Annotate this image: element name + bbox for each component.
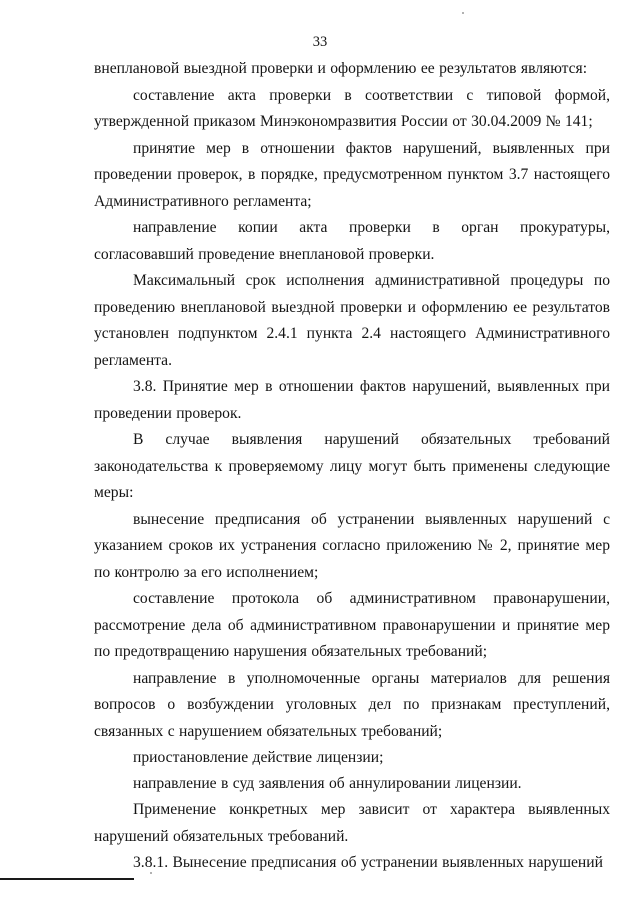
section-heading-3-8: 3.8. Принятие мер в отношении фактов нарушений, выявленных при проведении проверок. [94,378,610,422]
paragraph-measures-depend: Применение конкретных мер зависит от характера выявленных нарушений обязательных требований. [94,801,610,845]
footer-rule [0,878,134,880]
paragraph-continuation: внеплановой выездной проверки и оформлению ее результатов являются: [94,60,588,77]
list-item-protocol: составление протокола об административном правонарушении, рассмотрение дела об административном правонарушении и принятие мер по предотвращению нарушения обязательных требований; [94,590,610,660]
scan-speck [150,872,152,874]
list-item-license-suspension: приостановление действие лицензии; [133,749,384,766]
page-body [94,56,610,877]
list-item-materials-referral: направление в уполномоченные органы материалов для решения вопросов о возбуждении уголовных дел по признакам преступлений, связанных с нарушением обязательных требований; [94,669,610,740]
list-item-license-annulment: направление в суд заявления об аннулировании лицензии. [133,774,522,792]
paragraph-act-drafting: составление акта проверки в соответствии с типовой формой, утвержденной приказом Минэкономразвития России от 30.04.2009 № 141; [94,86,610,130]
paragraph-possible-measures: В случае выявления нарушений обязательных требований законодательства к проверяемому лицу могут быть применены следующие меры: [94,431,610,501]
scan-speck [462,12,464,14]
paragraph-copy-to-prosecutor: направление копии акта проверки в орган прокуратуры, согласовавший проведение внеплановой проверки. [94,219,610,263]
paragraph-max-term: Максимальный срок исполнения административной процедуры по проведению внеплановой выездной проверки и оформлению ее результатов установлен подпунктом 2.4.1 пункта 2.4 настоящего Административного регламента. [94,272,610,369]
list-item-prescription: вынесение предписания об устранении выявленных нарушений с указанием сроков их устранения согласно приложению № 2, принятие мер по контролю за его исполнением; [94,510,610,581]
paragraph-measures-taken: принятие мер в отношении фактов нарушений, выявленных при проведении проверок, в порядке, предусмотренном пунктом 3.7 настоящего Административного регламента; [94,139,610,210]
page-number: 33 [312,34,328,50]
section-heading-3-8-1: 3.8.1. Вынесение предписания об устранении выявленных нарушений [133,854,603,871]
